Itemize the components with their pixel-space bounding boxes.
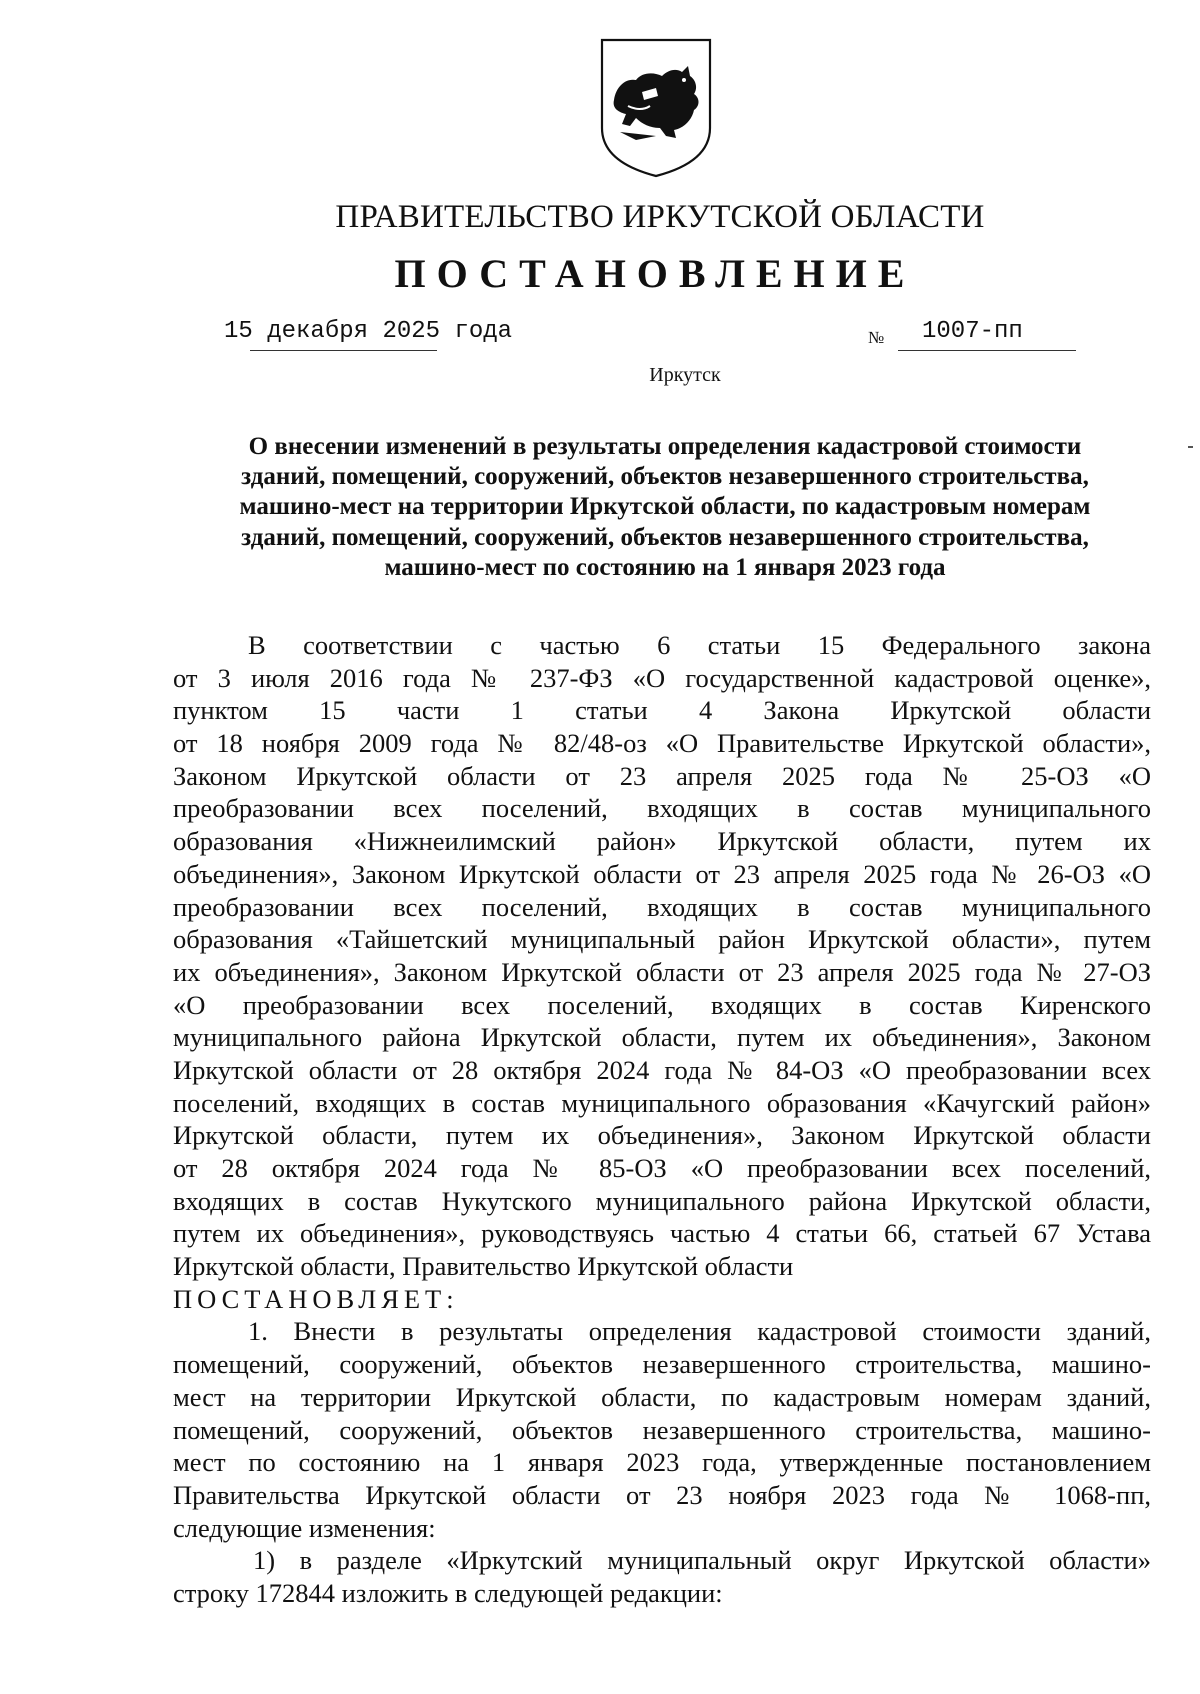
number-sign: №	[868, 328, 885, 347]
body-line: «О преобразовании всех поселений, входящих в состав Киренского	[173, 989, 1151, 1020]
body-line: пунктом 15 части 1 статьи 4 Закона Иркутской области	[173, 695, 1151, 726]
heading-line: О внесении изменений в результаты определения кадастровой стоимости	[248, 433, 1082, 460]
date-month-year: декабря 2025	[267, 318, 441, 345]
body-line: Иркутской области от 28 октября 2024 года № 84-ОЗ «О преобразовании всех	[173, 1054, 1151, 1085]
body-line: Законом Иркутской области от 23 апреля 2025 года № 25-ОЗ «О	[173, 760, 1151, 791]
body-line: путем их объединения», руководствуясь частью 4 статьи 66, статьей 67 Устава	[173, 1218, 1151, 1249]
body-line: от 28 октября 2024 года № 85-ОЗ «О преобразовании всех поселений,	[173, 1153, 1151, 1183]
resolves-word: ПОСТАНОВЛЯЕТ:	[173, 1283, 459, 1314]
body-line: следующие изменения:	[173, 1512, 436, 1543]
body-line: их объединения», Законом Иркутской области от 23 апреля 2025 года № 27-ОЗ	[173, 956, 1151, 987]
date-day: 15	[224, 318, 253, 345]
body-line: преобразовании всех поселений, входящих в состав муниципального	[173, 793, 1151, 824]
body-line: входящих в состав Нукутского муниципального района Иркутской области,	[173, 1185, 1151, 1216]
body-line: образования «Тайшетский муниципальный район Иркутской области», путем	[173, 924, 1151, 955]
heading-line: машино-мест на территории Иркутской области, по кадастровым номерам	[239, 493, 1091, 521]
body-line: помещений, сооружений, объектов незавершенного строительства, машино-	[173, 1414, 1151, 1445]
body-line: поселений, входящих в состав муниципального образования «Качугский район»	[173, 1087, 1151, 1118]
body-line: преобразовании всех поселений, входящих в состав муниципального	[173, 891, 1151, 922]
coat-of-arms-emblem	[596, 36, 716, 180]
document-date	[224, 318, 512, 345]
number-value: 1007-пп	[922, 318, 1023, 345]
body-line: 1. Внести в результаты определения кадастровой стоимости зданий,	[248, 1316, 1151, 1347]
body-line: от 18 ноября 2009 года № 82/48-оз «О Правительстве Иркутской области»,	[173, 728, 1151, 759]
body-line: мест по состоянию на 1 января 2023 года, утвержденные постановлением	[173, 1447, 1151, 1478]
body-line: мест на территории Иркутской области, по кадастровым номерам зданий,	[173, 1381, 1151, 1412]
city-name: Иркутск	[649, 364, 721, 386]
heading-line: зданий, помещений, сооружений, объектов незавершенного строительства,	[241, 523, 1089, 551]
body-line: объединения», Законом Иркутской области от 23 апреля 2025 года № 26-ОЗ «О	[173, 858, 1151, 889]
date-underline	[250, 350, 437, 351]
body-line: Иркутской области, путем их объединения», Законом Иркутской области	[173, 1120, 1151, 1151]
body-line: строку 172844 изложить в следующей редакции:	[173, 1577, 723, 1608]
heading-line: машино-мест по состоянию на 1 января 2023 года	[384, 553, 946, 581]
date-suffix: года	[454, 318, 513, 345]
body-line: Правительства Иркутской области от 23 ноября 2023 года № 1068-пп,	[173, 1479, 1151, 1510]
document-heading	[175, 432, 1155, 583]
government-title: ПРАВИТЕЛЬСТВО ИРКУТСКОЙ ОБЛАСТИ	[335, 199, 985, 235]
body-line: помещений, сооружений, объектов незавершенного строительства, машино-	[173, 1349, 1151, 1380]
document-body	[173, 629, 1151, 1610]
body-line: Иркутской области, Правительство Иркутской области	[173, 1251, 794, 1282]
body-line: 1) в разделе «Иркутский муниципальный округ Иркутской области»	[253, 1545, 1151, 1576]
body-line: В соответствии с частью 6 статьи 15 Федерального закона	[248, 630, 1151, 660]
body-line: образования «Нижнеилимский район» Иркутской области, путем их	[173, 826, 1151, 857]
body-line: от 3 июля 2016 года № 237-ФЗ «О государственной кадастровой оценке»,	[173, 662, 1151, 693]
body-line: муниципального района Иркутской области, путем их объединения», Законом	[173, 1022, 1151, 1053]
document-type-title: ПОСТАНОВЛЕНИЕ	[394, 251, 916, 296]
number-underline	[898, 350, 1076, 351]
heading-line: зданий, помещений, сооружений, объектов незавершенного строительства,	[241, 463, 1089, 491]
scan-edge-mark	[1188, 446, 1193, 448]
